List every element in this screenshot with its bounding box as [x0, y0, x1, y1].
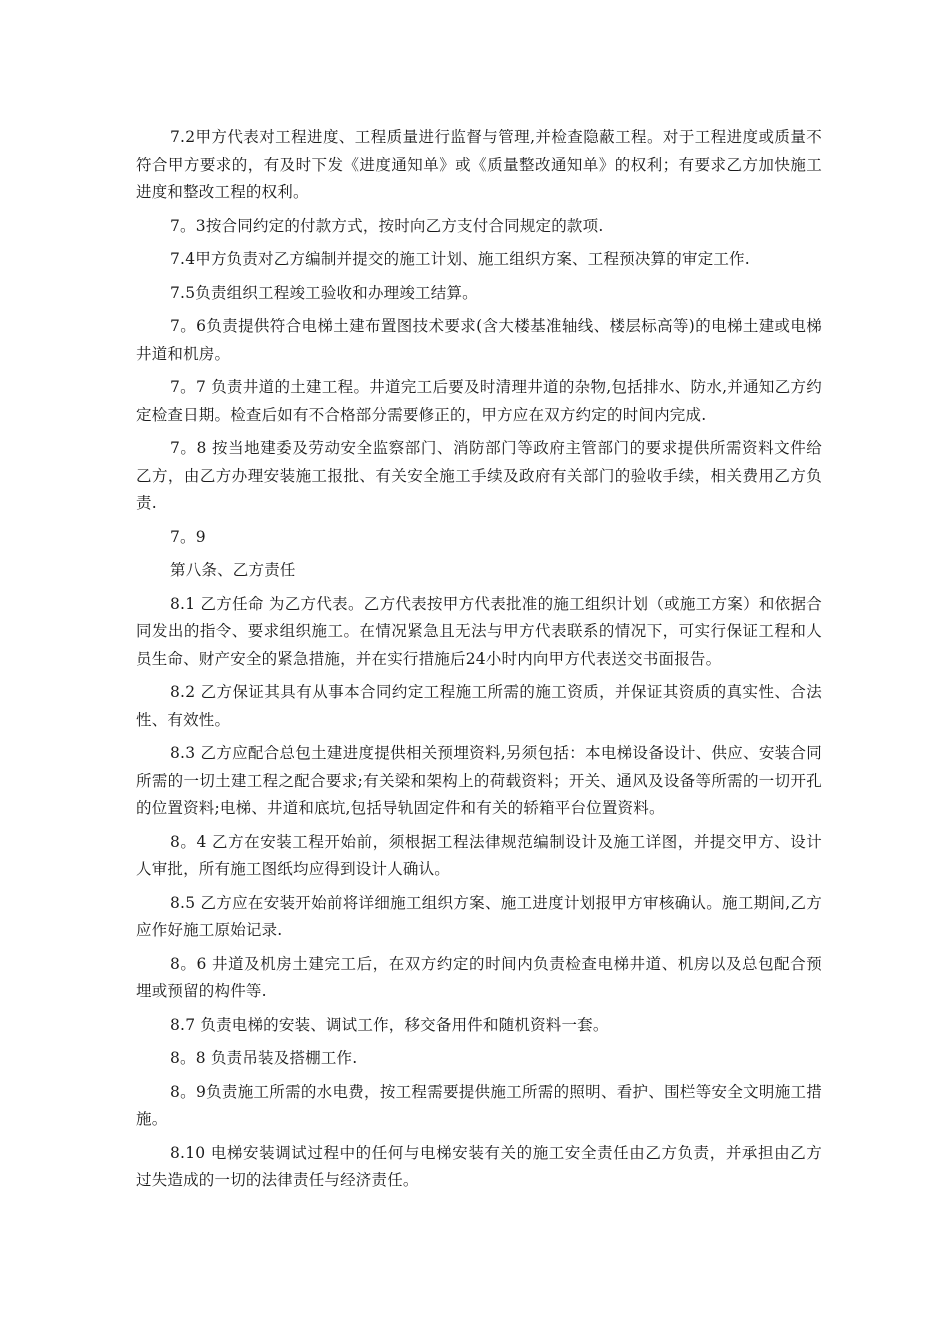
clause-7-8: 7。8 按当地建委及劳动安全监察部门、消防部门等政府主管部门的要求提供所需资料文件给乙方，由乙方办理安装施工报批、有关安全施工手续及政府有关部门的验收手续，相关费用乙方负责. [136, 439, 822, 512]
clause-8-9: 8。9负责施工所需的水电费，按工程需要提供施工所需的照明、看护、围栏等安全文明施工措施。 [136, 1082, 822, 1128]
document-body [136, 124, 822, 1201]
clause-8-4: 8。4 乙方在安装工程开始前，须根据工程法律规范编制设计及施工详图，并提交甲方、设计人审批，所有施工图纸均应得到设计人确认。 [136, 832, 822, 878]
clause-8-5: 8.5 乙方应在安装开始前将详细施工组织方案、施工进度计划报甲方审核确认。施工期间,乙方应作好施工原始记录. [136, 893, 822, 939]
clause-8-6: 8。6 井道及机房土建完工后，在双方约定的时间内负责检查电梯井道、机房以及总包配合预埋或预留的构件等. [136, 954, 822, 1000]
clause-7-9: 7。9 [170, 527, 206, 546]
article-8-heading: 第八条、乙方责任 [170, 561, 296, 579]
clause-7-7: 7。7 负责井道的土建工程。井道完工后要及时清理井道的杂物,包括排水、防水,并通知乙方约定检查日期。检查后如有不合格部分需要修正的，甲方应在双方约定的时间内完成. [136, 378, 822, 424]
clause-8-10: 8.10 电梯安装调试过程中的任何与电梯安装有关的施工安全责任由乙方负责，并承担由乙方过失造成的一切的法律责任与经济责任。 [136, 1143, 822, 1189]
clause-8-8: 8。8 负责吊装及搭棚工作. [170, 1049, 358, 1067]
clause-7-3: 7。3按合同约定的付款方式，按时向乙方支付合同规定的款项. [170, 216, 604, 235]
clause-8-3: 8.3 乙方应配合总包土建进度提供相关预埋资料,另须包括：本电梯设备设计、供应、安装合同所需的一切土建工程之配合要求;有关梁和架构上的荷载资料；开关、通风及设备等所需的一切开孔的位置资料;电梯、井道和底坑,包括导轨固定件和有关的轿箱平台位置资料。 [136, 744, 822, 817]
clause-7-5: 7.5负责组织工程竣工验收和办理竣工结算。 [170, 283, 478, 302]
clause-7-6: 7。6负责提供符合电梯土建布置图技术要求(含大楼基准轴线、楼层标高等)的电梯土建或电梯井道和机房。 [136, 317, 822, 363]
clause-7-4: 7.4甲方负责对乙方编制并提交的施工计划、施工组织方案、工程预决算的审定工作. [170, 250, 750, 268]
clause-8-2: 8.2 乙方保证其具有从事本合同约定工程施工所需的施工资质，并保证其资质的真实性、合法性、有效性。 [136, 683, 822, 729]
clause-8-1: 8.1 乙方任命 为乙方代表。乙方代表按甲方代表批准的施工组织计划（或施工方案）和依据合同发出的指令、要求组织施工。在情况紧急且无法与甲方代表联系的情况下，可实行保证工程和人员生命、财产安全的紧急措施，并在实行措施后24小时内向甲方代表送交书面报告。 [136, 594, 822, 668]
clause-7-2: 7.2甲方代表对工程进度、工程质量进行监督与管理,并检查隐蔽工程。对于工程进度或质量不符合甲方要求的，有及时下发《进度通知单》或《质量整改通知单》的权利；有要求乙方加快施工进度和整改工程的权利。 [136, 128, 822, 201]
clause-8-7: 8.7 负责电梯的安装、调试工作，移交备用件和随机资料一套。 [170, 1015, 609, 1034]
